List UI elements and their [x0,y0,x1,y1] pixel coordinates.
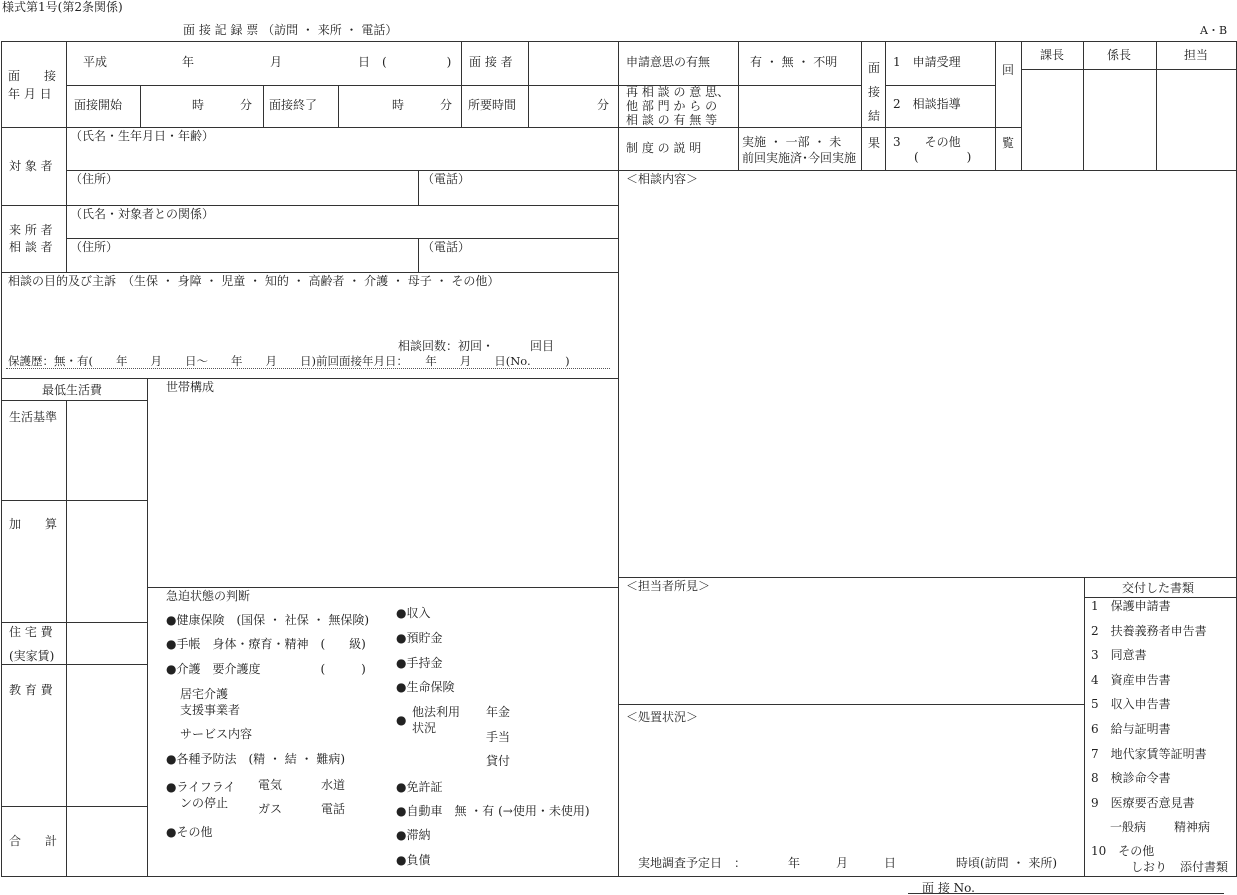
household-label: 世帯構成 [166,380,215,394]
doc-item: 2 扶養義務者申告書 [1091,623,1207,638]
housing-1: 住 宅 費 [9,625,53,639]
purpose-label: 相談の目的及び主訴 （生保 ・ 身障 ・ 児童 ・ 知的 ・ 高齢者 ・ 介護 ・ 母子 ・ その他） [8,274,500,288]
start-label: 面接開始 [74,98,123,112]
interview-no: 面 接 No. [922,881,975,895]
gas: ガス [258,802,283,816]
opinion-label: ＜担当者所見＞ [626,579,711,593]
visitor-label-1: 来 所 者 [9,223,53,237]
circ-char-1: 回 [1002,63,1015,77]
handbook: ●手帳 身体・療育・精神 ( 級) [166,637,366,651]
result-char-4: 果 [868,136,881,150]
date-label: 面 接 [8,69,57,83]
duration-value: 分 [597,98,610,112]
doc-item: 5 収入申告書 [1091,697,1171,712]
pension: 年金 [486,705,511,719]
lifeline-2: ンの停止 [180,796,229,810]
duration-label: 所要時間 [468,98,517,112]
doc-item: 9 医療要否意見書 [1091,795,1195,810]
staff: 担当 [1184,48,1209,62]
subject-name-hint: （氏名・生年月日・年齢） [70,129,215,143]
visitor-phone-hint: （電話） [422,240,471,254]
loan: 貸付 [486,754,511,768]
system-label: 制 度 の 説 明 [626,141,702,155]
allowance: 手当 [486,730,511,744]
care-plan-2: 支援事業者 [180,703,241,717]
doc-item: 4 資産申告書 [1091,672,1171,687]
circ-char-2: 覧 [1002,136,1015,150]
month-label: 月 [270,55,283,69]
interviewer-label: 面 接 者 [469,55,513,69]
visitor-name-hint: （氏名・対象者との関係） [70,207,215,221]
documents-header: 交付した書類 [1122,581,1195,595]
electric: 電気 [258,778,283,792]
result-char-2: 接 [868,85,881,99]
doc-item: 1 保護申請書 [1091,599,1171,613]
health-insurance: ●健康保険 (国保 ・ 社保 ・ 無保険) [166,613,370,627]
doc-general: 一般病 [1110,820,1147,834]
total: 合 計 [9,834,58,848]
form-type: A・B [1200,24,1228,37]
result-item-3: 3 その他 [893,135,961,149]
water: 水道 [321,778,346,792]
cash: ●手持金 [396,656,443,670]
housing-2: (実家賃) [9,649,55,663]
result-item-2: 2 相談指導 [893,97,961,111]
subject-label: 対 象 者 [9,159,53,173]
savings: ●預貯金 [396,631,443,645]
era-label: 平成 [83,55,108,69]
car: ●自動車 無 ・有 (→使用・未使用) [396,804,590,818]
system-1: 実施 ・ 一部 ・ 未 [742,135,842,149]
consult-count: 相談回数：初回・ 回目 [398,339,555,353]
system-2: 前回実施済･今回実施 [742,151,857,165]
end-value: 時 分 [392,98,453,112]
vaccine: ●各種予防法 (精 ・ 結 ・ 難病) [166,752,346,766]
life-insurance: ●生命保険 [396,680,455,694]
subsection-chief: 係長 [1107,48,1132,62]
doc-brochure: しおり [1131,860,1168,874]
reconsult-3: 相 談 の 有 無 等 [626,113,718,127]
protection-history: 保護歴：無・有( 年 月 日～ 年 月 日)前回面接年月日： 年 月 日(No. ) [8,354,570,368]
start-value: 時 分 [192,98,253,112]
license: ●免許証 [396,780,443,794]
intent-options: 有 ・ 無 ・ 不明 [750,55,838,69]
other-law-1: 他法利用 [412,705,461,719]
other: ●その他 [166,825,213,839]
doc-item-10: 10 その他 [1091,844,1155,858]
subject-phone-hint: （電話） [422,172,471,186]
intent-label: 申請意思の有無 [626,55,711,69]
result-item-1: 1 申請受理 [893,55,961,69]
doc-item: 8 検診命令書 [1091,771,1171,786]
year-label: 年 [182,55,195,69]
other-law-2: 状況 [412,721,437,735]
result-char-3: 結 [868,109,881,123]
action-label: ＜処置状況＞ [626,710,699,724]
reconsult-2: 他 部 門 か ら の [626,99,718,113]
date-label-2: 年 月 日 [8,87,52,101]
min-living-header: 最低生活費 [42,383,103,397]
end-label: 面接終了 [269,98,318,112]
debt: ●負債 [396,853,431,867]
day-label: 日 ( ) [358,55,452,69]
education: 教 育 費 [9,683,53,697]
visitor-label-2: 相 談 者 [9,240,53,254]
survey-schedule: 実地調査予定日 ： 年 月 日 時頃(訪問 ・ 来所) [638,856,1057,870]
result-char-1: 面 [868,61,881,75]
result-item-3b: ( ) [914,150,972,164]
doc-mental: 精神病 [1174,820,1211,834]
doc-item: 7 地代家賃等証明書 [1091,746,1207,761]
content-label: ＜相談内容＞ [626,172,699,186]
care-plan-1: 居宅介護 [180,687,229,701]
doc-attached: 添付書類 [1180,860,1229,874]
service: サービス内容 [180,727,253,741]
care-level: ●介護 要介護度 ( ) [166,662,366,676]
other-law-bullet: ● [396,713,407,727]
visitor-address-hint: （住所） [70,240,119,254]
form-number: 様式第1号(第2条関係) [2,0,123,14]
section-chief: 課長 [1040,48,1065,62]
living-standard: 生活基準 [9,410,58,424]
arrears: ●滞納 [396,828,431,842]
reconsult-1: 再 相 談 の 意 思、 [626,85,730,99]
lifeline-1: ●ライフライ [166,780,236,794]
urgency-label: 急迫状態の判断 [166,589,251,603]
addition: 加 算 [9,517,58,531]
subject-address-hint: （住所） [70,172,119,186]
form-title: 面 接 記 録 票 （訪問 ・ 来所 ・ 電話） [183,23,398,37]
income: ●収入 [396,606,431,620]
doc-item: 3 同意書 [1091,648,1147,663]
phone: 電話 [321,802,346,816]
doc-item: 6 給与証明書 [1091,722,1171,736]
